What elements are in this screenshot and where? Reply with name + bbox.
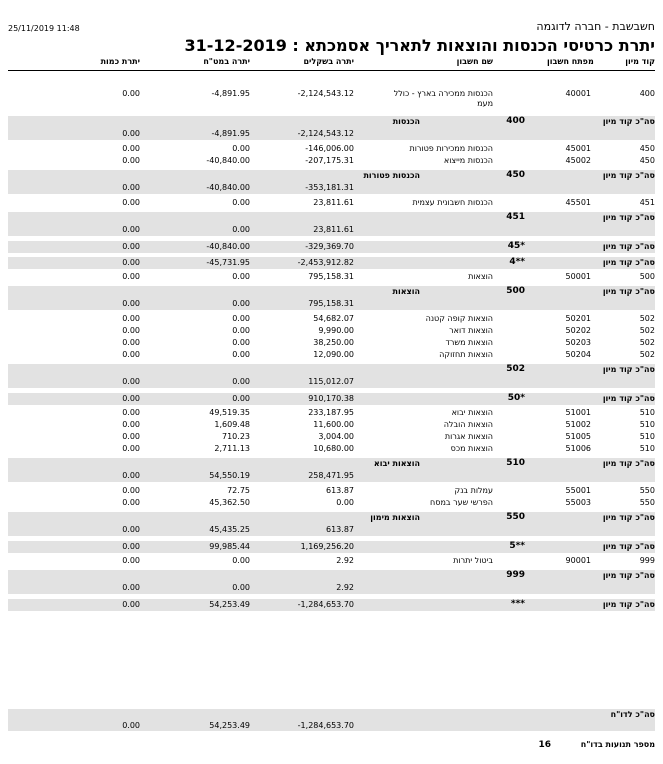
subtotal-ils: 115,012.07 bbox=[308, 377, 354, 386]
detail-row bbox=[0, 420, 663, 430]
row-qty: 0.00 bbox=[122, 486, 140, 495]
row-name: הוצאות תחזוקה bbox=[439, 350, 493, 359]
group-total-block bbox=[8, 241, 655, 253]
row-name: ביטול יתרות bbox=[453, 556, 493, 565]
group-total-ils: 910,170.38 bbox=[308, 394, 354, 403]
row-name: הוצאות מכס bbox=[450, 444, 493, 453]
subtotal-code: 999 bbox=[506, 570, 525, 580]
row-ils: -2,124,543.12 bbox=[297, 89, 354, 98]
subtotal-code: 502 bbox=[506, 364, 525, 374]
report-total-qty: 0.00 bbox=[122, 721, 140, 730]
detail-row bbox=[0, 444, 663, 454]
subtotal-name: הכנסות bbox=[392, 117, 420, 126]
detail-row bbox=[0, 350, 663, 360]
detail-row bbox=[0, 326, 663, 336]
group-total-ils: -2,453,912.82 bbox=[297, 258, 354, 267]
row-name: הפרשי שער במסח bbox=[430, 498, 493, 507]
row-fx: 0.00 bbox=[232, 314, 250, 323]
subtotal-fx: 0.00 bbox=[232, 583, 250, 592]
subtotal-block bbox=[8, 286, 655, 310]
report-total-block bbox=[8, 709, 655, 731]
subtotal-block bbox=[8, 512, 655, 536]
row-account: 40001 bbox=[565, 89, 591, 98]
row-account: 51005 bbox=[565, 432, 591, 441]
row-ils: -146,006.00 bbox=[305, 144, 354, 153]
row-account: 50204 bbox=[565, 350, 591, 359]
row-account: 51002 bbox=[565, 420, 591, 429]
row-account: 45002 bbox=[565, 156, 591, 165]
row-code: 400 bbox=[639, 89, 655, 98]
subtotal-ils: 2.92 bbox=[336, 583, 354, 592]
subtotal-code: 550 bbox=[506, 512, 525, 522]
subtotal-label: סה"כ קוד מיון bbox=[602, 459, 655, 468]
subtotal-fx: 0.00 bbox=[232, 299, 250, 308]
row-name: הוצאות אגרות bbox=[444, 432, 493, 441]
group-total-code: 5** bbox=[509, 541, 525, 551]
detail-row bbox=[0, 156, 663, 166]
subtotal-label: סה"כ קוד מיון bbox=[602, 171, 655, 180]
subtotal-fx: 0.00 bbox=[232, 225, 250, 234]
subtotal-fx: 45,435.25 bbox=[209, 525, 250, 534]
detail-row bbox=[0, 144, 663, 154]
group-total-fx: -45,731.95 bbox=[206, 258, 250, 267]
subtotal-label: סה"כ קוד מיון bbox=[602, 117, 655, 126]
print-date: 25/11/2019 11:48 bbox=[8, 24, 80, 33]
subtotal-name: הוצאות יבוא bbox=[373, 459, 420, 468]
group-total-ils: -1,284,653.70 bbox=[297, 600, 354, 609]
col-header-ils: יתרה בשקלים bbox=[303, 57, 354, 66]
group-total-qty: 0.00 bbox=[122, 394, 140, 403]
row-qty: 0.00 bbox=[122, 272, 140, 281]
report-total-ils: -1,284,653.70 bbox=[297, 721, 354, 730]
group-total-ils: -329,369.70 bbox=[305, 242, 354, 251]
row-code: 510 bbox=[639, 444, 655, 453]
row-fx: 2,711.13 bbox=[214, 444, 250, 453]
group-total-fx: 0.00 bbox=[232, 394, 250, 403]
group-total-ils: 1,169,256.20 bbox=[300, 542, 354, 551]
row-name: הוצאות דואר bbox=[449, 326, 493, 335]
row-qty: 0.00 bbox=[122, 144, 140, 153]
row-qty: 0.00 bbox=[122, 314, 140, 323]
row-name: הכנסות ממכירות פטורות bbox=[409, 144, 493, 153]
column-header-row bbox=[0, 57, 663, 71]
detail-row bbox=[0, 556, 663, 566]
subtotal-name: הוצאות מימון bbox=[370, 513, 420, 522]
group-total-block bbox=[8, 257, 655, 269]
row-code: 999 bbox=[639, 556, 655, 565]
detail-row bbox=[0, 198, 663, 208]
detail-row bbox=[0, 498, 663, 508]
group-total-code: 45* bbox=[507, 241, 525, 251]
detail-row-wrap bbox=[0, 99, 663, 109]
detail-row bbox=[0, 486, 663, 496]
subtotal-label: סה"כ קוד מיון bbox=[602, 287, 655, 296]
detail-row bbox=[0, 272, 663, 282]
company-name: חשבשבת - חברה לדוגמה bbox=[536, 20, 655, 33]
subtotal-fx: -40,840.00 bbox=[206, 183, 250, 192]
col-header-qty: יתרת כמות bbox=[100, 57, 140, 66]
row-code: 450 bbox=[639, 156, 655, 165]
row-code: 500 bbox=[639, 272, 655, 281]
row-code: 550 bbox=[639, 498, 655, 507]
row-ils: 11,600.00 bbox=[313, 420, 354, 429]
row-ils: 795,158.31 bbox=[308, 272, 354, 281]
row-account: 50001 bbox=[565, 272, 591, 281]
group-total-qty: 0.00 bbox=[122, 242, 140, 251]
subtotal-label: סה"כ קוד מיון bbox=[602, 513, 655, 522]
row-qty: 0.00 bbox=[122, 444, 140, 453]
row-account: 50202 bbox=[565, 326, 591, 335]
row-code: 510 bbox=[639, 408, 655, 417]
group-total-qty: 0.00 bbox=[122, 600, 140, 609]
row-account: 51006 bbox=[565, 444, 591, 453]
row-ils: 613.87 bbox=[326, 486, 354, 495]
group-total-qty: 0.00 bbox=[122, 542, 140, 551]
row-ils: 9,990.00 bbox=[318, 326, 354, 335]
subtotal-code: 451 bbox=[506, 212, 525, 222]
row-account: 45001 bbox=[565, 144, 591, 153]
subtotal-code: 510 bbox=[506, 458, 525, 468]
row-fx: 0.00 bbox=[232, 198, 250, 207]
row-qty: 0.00 bbox=[122, 498, 140, 507]
subtotal-fx: 0.00 bbox=[232, 377, 250, 386]
detail-row bbox=[0, 338, 663, 348]
row-fx: 45,362.50 bbox=[209, 498, 250, 507]
subtotal-ils: 23,811.61 bbox=[313, 225, 354, 234]
row-ils: 233,187.95 bbox=[308, 408, 354, 417]
row-code: 510 bbox=[639, 432, 655, 441]
row-name: הכנסות ממכירה בארץ - כולל bbox=[393, 89, 493, 98]
row-ils: 12,090.00 bbox=[313, 350, 354, 359]
row-name: הכנסות חשבונית עצמית bbox=[412, 198, 493, 207]
group-total-block bbox=[8, 599, 655, 611]
row-fx: 0.00 bbox=[232, 326, 250, 335]
row-name: הוצאות משרד bbox=[445, 338, 493, 347]
subtotal-fx: -4,891.95 bbox=[211, 129, 250, 138]
header-divider bbox=[8, 70, 655, 71]
group-total-label: סה"כ קוד מיון bbox=[602, 600, 655, 609]
row-name: הוצאות קופה קטנה bbox=[425, 314, 493, 323]
row-ils: 10,680.00 bbox=[313, 444, 354, 453]
row-code: 510 bbox=[639, 420, 655, 429]
row-fx: 0.00 bbox=[232, 272, 250, 281]
row-account: 45501 bbox=[565, 198, 591, 207]
row-code: 502 bbox=[639, 314, 655, 323]
col-header-name: שם חשבון bbox=[456, 57, 493, 66]
row-fx: 1,609.48 bbox=[214, 420, 250, 429]
row-fx: -4,891.95 bbox=[211, 89, 250, 98]
row-code: 502 bbox=[639, 338, 655, 347]
row-code: 451 bbox=[639, 198, 655, 207]
row-fx: 710.23 bbox=[222, 432, 250, 441]
row-fx: 0.00 bbox=[232, 556, 250, 565]
subtotal-ils: -2,124,543.12 bbox=[297, 129, 354, 138]
group-total-label: סה"כ קוד מיון bbox=[602, 258, 655, 267]
subtotal-block bbox=[8, 116, 655, 140]
subtotal-qty: 0.00 bbox=[122, 225, 140, 234]
row-code: 450 bbox=[639, 144, 655, 153]
group-total-fx: 99,985.44 bbox=[209, 542, 250, 551]
detail-row bbox=[0, 432, 663, 442]
group-total-block bbox=[8, 393, 655, 405]
subtotal-qty: 0.00 bbox=[122, 299, 140, 308]
row-ils: 3,004.00 bbox=[318, 432, 354, 441]
row-code: 502 bbox=[639, 350, 655, 359]
subtotal-qty: 0.00 bbox=[122, 377, 140, 386]
row-qty: 0.00 bbox=[122, 556, 140, 565]
detail-row bbox=[0, 314, 663, 324]
subtotal-label: סה"כ קוד מיון bbox=[602, 213, 655, 222]
detail-row bbox=[0, 408, 663, 418]
subtotal-ils: -353,181.31 bbox=[305, 183, 354, 192]
row-account: 90001 bbox=[565, 556, 591, 565]
row-name: הוצאות bbox=[468, 272, 493, 281]
detail-row bbox=[0, 89, 663, 99]
row-qty: 0.00 bbox=[122, 432, 140, 441]
subtotal-block bbox=[8, 570, 655, 594]
subtotal-ils: 258,471.95 bbox=[308, 471, 354, 480]
col-header-account: מפתח חשבון bbox=[547, 57, 594, 66]
group-total-fx: -40,840.00 bbox=[206, 242, 250, 251]
subtotal-code: 500 bbox=[506, 286, 525, 296]
subtotal-name: הכנסות פטורות bbox=[363, 171, 420, 180]
group-total-qty: 0.00 bbox=[122, 258, 140, 267]
row-name: הוצאות יבוא bbox=[451, 408, 493, 417]
subtotal-name: הוצאות bbox=[392, 287, 420, 296]
subtotal-block bbox=[8, 170, 655, 194]
group-total-label: סה"כ קוד מיון bbox=[602, 542, 655, 551]
subtotal-qty: 0.00 bbox=[122, 583, 140, 592]
col-header-code: קוד מיון bbox=[625, 57, 655, 66]
group-total-label: סה"כ קוד מיון bbox=[602, 394, 655, 403]
subtotal-ils: 613.87 bbox=[326, 525, 354, 534]
row-ils: 38,250.00 bbox=[313, 338, 354, 347]
subtotal-label: סה"כ קוד מיון bbox=[602, 571, 655, 580]
row-account: 55003 bbox=[565, 498, 591, 507]
subtotal-code: 400 bbox=[506, 116, 525, 126]
row-fx: -40,840.00 bbox=[206, 156, 250, 165]
group-total-label: סה"כ קוד מיון bbox=[602, 242, 655, 251]
row-qty: 0.00 bbox=[122, 350, 140, 359]
row-qty: 0.00 bbox=[122, 338, 140, 347]
row-qty: 0.00 bbox=[122, 408, 140, 417]
subtotal-qty: 0.00 bbox=[122, 525, 140, 534]
subtotal-fx: 54,550.19 bbox=[209, 471, 250, 480]
row-fx: 49,519.35 bbox=[209, 408, 250, 417]
row-account: 50201 bbox=[565, 314, 591, 323]
subtotal-qty: 0.00 bbox=[122, 471, 140, 480]
row-qty: 0.00 bbox=[122, 420, 140, 429]
row-code: 502 bbox=[639, 326, 655, 335]
row-ils: 0.00 bbox=[336, 498, 354, 507]
group-total-code: 50* bbox=[507, 393, 525, 403]
row-ils: -207,175.31 bbox=[305, 156, 354, 165]
subtotal-qty: 0.00 bbox=[122, 183, 140, 192]
row-ils: 23,811.61 bbox=[313, 198, 354, 207]
subtotal-block bbox=[8, 364, 655, 388]
row-ils: 54,682.07 bbox=[313, 314, 354, 323]
report-total-fx: 54,253.49 bbox=[209, 721, 250, 730]
report-total-label: סה"כ לדו"ח bbox=[610, 710, 655, 719]
row-qty: 0.00 bbox=[122, 89, 140, 98]
subtotal-ils: 795,158.31 bbox=[308, 299, 354, 308]
row-ils: 2.92 bbox=[336, 556, 354, 565]
row-qty: 0.00 bbox=[122, 156, 140, 165]
footer-label: מספר תנועות בדו"ח bbox=[580, 740, 655, 749]
footer-value: 16 bbox=[538, 740, 551, 750]
subtotal-label: סה"כ קוד מיון bbox=[602, 365, 655, 374]
row-name: הוצאות הובלה bbox=[443, 420, 493, 429]
subtotal-block bbox=[8, 212, 655, 236]
report-title: יתרת כרטיסי הכנסות והוצאות לתאריך אסמכתא : 31-12-2019 bbox=[184, 36, 655, 55]
row-qty: 0.00 bbox=[122, 326, 140, 335]
group-total-code: 4** bbox=[509, 257, 525, 267]
row-name: הכנסות מייצוא bbox=[443, 156, 493, 165]
row-name: עמלות בנק bbox=[454, 486, 493, 495]
row-fx: 0.00 bbox=[232, 144, 250, 153]
row-fx: 72.75 bbox=[227, 486, 250, 495]
row-fx: 0.00 bbox=[232, 350, 250, 359]
group-total-block bbox=[8, 541, 655, 553]
row-account: 50203 bbox=[565, 338, 591, 347]
row-account: 51001 bbox=[565, 408, 591, 417]
col-header-fx: יתרה במט"ח bbox=[203, 57, 250, 66]
subtotal-qty: 0.00 bbox=[122, 129, 140, 138]
row-code: 550 bbox=[639, 486, 655, 495]
subtotal-code: 450 bbox=[506, 170, 525, 180]
row-name-cont: מעמ bbox=[477, 99, 493, 108]
row-qty: 0.00 bbox=[122, 198, 140, 207]
group-total-fx: 54,253.49 bbox=[209, 600, 250, 609]
row-fx: 0.00 bbox=[232, 338, 250, 347]
footer-row bbox=[0, 740, 663, 752]
group-total-code: *** bbox=[510, 599, 525, 609]
subtotal-block bbox=[8, 458, 655, 482]
row-account: 55001 bbox=[565, 486, 591, 495]
